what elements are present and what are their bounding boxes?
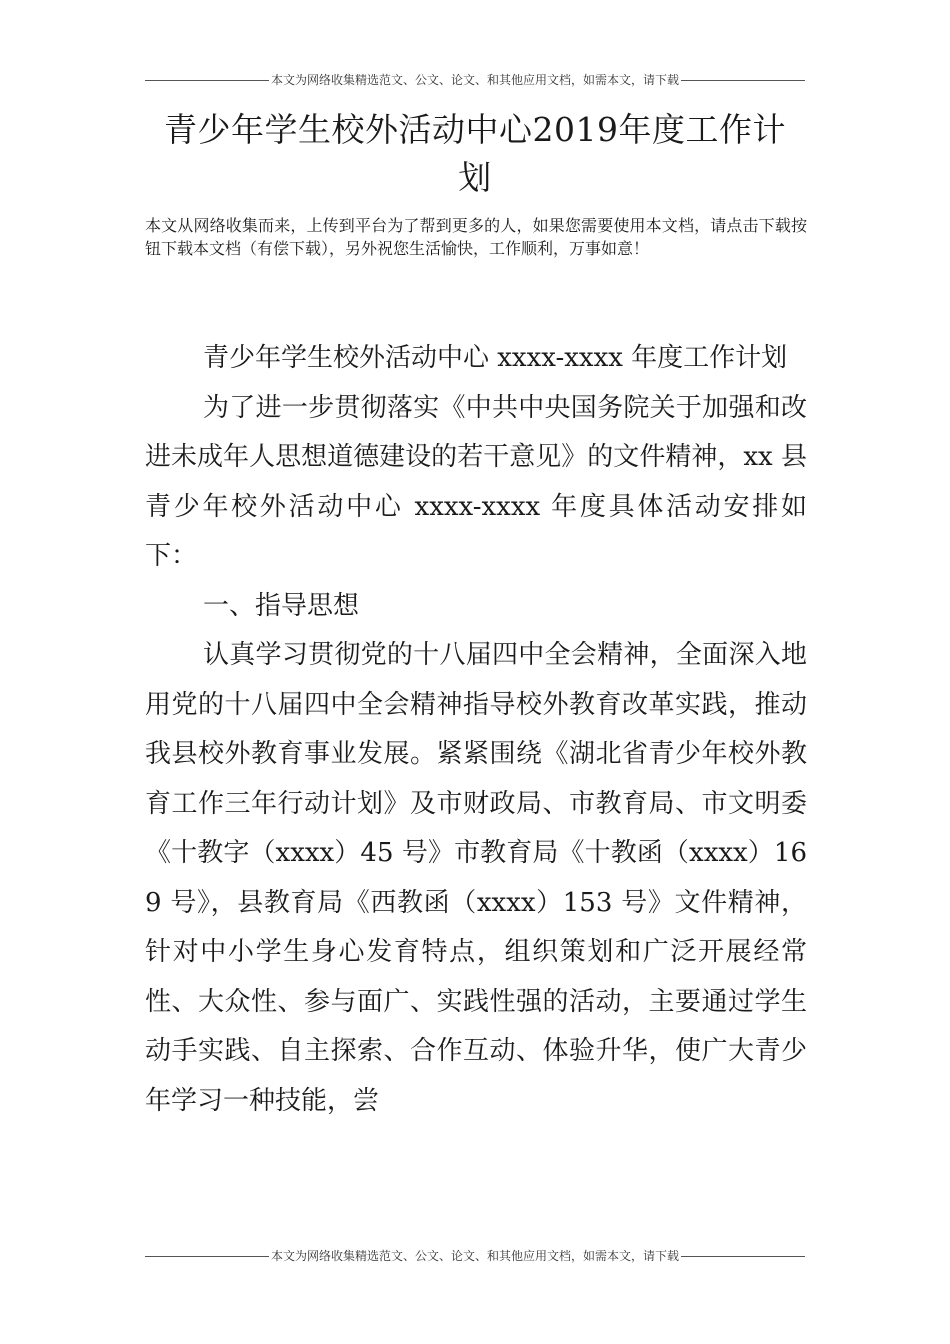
page-footer-note <box>145 1248 805 1264</box>
body-paragraph: 认真学习贯彻党的十八届四中全会精神，全面深入地用党的十八届四中全会精神指导校外教育改革实践，推动我县校外教育事业发展。紧紧围绕《湖北省青少年校外教育工作三年行动计划》及市财政局、市教育局、市文明委《十教字（xxxx）45 号》市教育局《十教函（xxxx）169 号》，县教育局《西教函（xxxx）153 号》文件精神，针对中小学生身心发育特点，组织策划和广泛开展经常性、大众性、参与面广、实践性强的活动，主要通过学生动手实践、自主探索、合作互动、体验升华，使广大青少年学习一种技能，尝 <box>145 640 807 1116</box>
header-divider-left <box>145 80 269 81</box>
document-body <box>145 334 807 1126</box>
footer-note-text: 本文为网络收集精选范文、公文、论文、和其他应用文档，如需本文，请下载 <box>271 1249 680 1263</box>
header-divider-right <box>681 80 805 81</box>
footer-divider-left <box>145 1256 269 1257</box>
header-note-text: 本文为网络收集精选范文、公文、论文、和其他应用文档，如需本文，请下载 <box>271 73 680 87</box>
body-paragraph: 为了进一步贯彻落实《中共中央国务院关于加强和改进未成年人思想道德建设的若干意见》的文件精神，xx 县青少年校外活动中心 xxxx-xxxx 年度具体活动安排如下： <box>145 392 807 571</box>
section-heading: 一、指导思想 <box>203 590 360 621</box>
page-header-note <box>145 72 805 88</box>
body-paragraph: 青少年学生校外活动中心 xxxx-xxxx 年度工作计划 <box>203 343 788 373</box>
document-title: 青少年学生校外活动中心2019年度工作计划 <box>164 110 786 197</box>
download-notice: 本文从网络收集而来，上传到平台为了帮到更多的人，如果您需要使用本文档，请点击下载按钮下载本文档（有偿下载），另外祝您生活愉快，工作顺利，万事如意！ <box>145 216 807 258</box>
footer-divider-right <box>681 1256 805 1257</box>
